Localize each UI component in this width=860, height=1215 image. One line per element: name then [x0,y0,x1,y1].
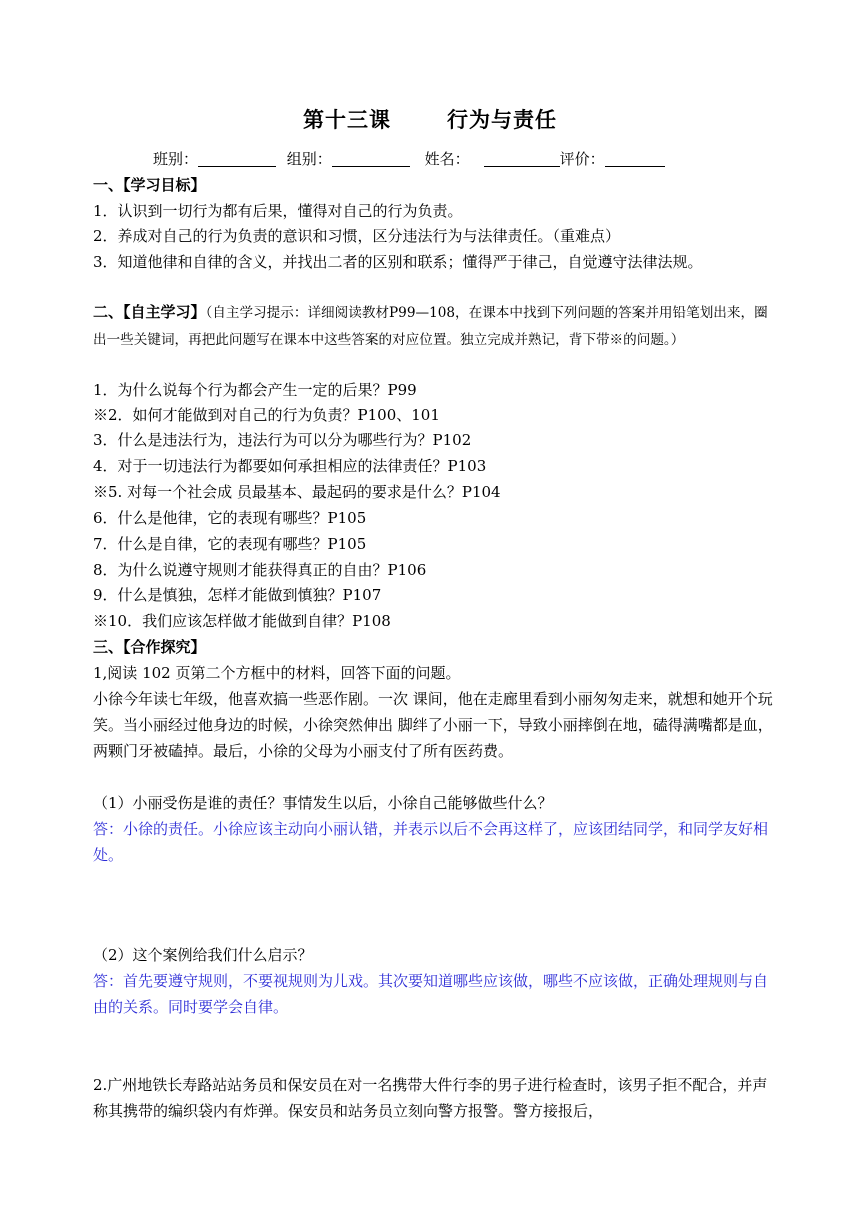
question-item: ※2．如何才能做到对自己的行为负责？P100、101 [93,406,440,424]
lesson-number: 第十三课 [303,107,391,132]
question-item: 8．为什么说遵守规则才能获得真正的自由？P106 [93,561,427,579]
question-item: 3．什么是违法行为，违法行为可以分为哪些行为？P102 [93,431,472,449]
lesson-topic: 行为与责任 [447,107,557,132]
section2-heading: 二、【自主学习】 [93,303,206,321]
question-item: ※5. 对每一个社会成 员最基本、最起码的要求是什么？P104 [93,483,501,501]
objective-item: 3．知道他律和自律的含义，并找出二者的区别和联系；懂得严于律己，自觉遵守法律法规。 [93,253,703,271]
class-field[interactable] [198,150,276,167]
student-info-row [153,148,665,169]
question1: （1）小丽受伤是谁的责任？事情发生以后，小徐自己能够做些什么？ [93,794,553,812]
eval-label: 评价： [559,150,605,168]
question-item: 7．什么是自律，它的表现有哪些？P105 [93,535,367,553]
section1-heading: 一、【学习目标】 [93,176,206,194]
question-item: 9．什么是慎独，怎样才能做到慎独？P107 [93,586,382,604]
answer1: 答：小徐的责任。小徐应该主动向小丽认错，并表示以后不会再这样了，应该团结同学，和同学友好相处。 [93,820,769,864]
objective-item: 1．认识到一切行为都有后果，懂得对自己的行为负责。 [93,202,463,220]
section2-block [93,299,773,353]
question-item: 6．什么是他律，它的表现有哪些？P105 [93,509,367,527]
case1-story: 小徐今年读七年级，他喜欢搞一些恶作剧。一次 课间，他在走廊里看到小丽匆匆走来，就想和她开个玩笑。当小丽经过他身边的时候，小徐突然伸出 脚绊了小丽一下，导致小丽摔倒在地，磕得满嘴都是血，两颗门牙被磕掉。最后，小徐的父母为小丽支付了所有医药费。 [93,690,773,760]
class-label: 班别： [153,150,199,168]
question2: （2）这个案例给我们什么启示？ [93,946,313,964]
page-title [0,104,860,134]
group-label: 组别： [286,150,332,168]
case2-text: 2.广州地铁长寿路站站务员和保安员在对一名携带大件行李的男子进行检查时，该男子拒不配合，并声称其携带的编织袋内有炸弹。保安员和站务员立刻向警方报警。警方接报后， [93,1076,768,1120]
section2-hint: （自主学习提示：详细阅读教材P99—108，在课本中找到下列问题的答案并用铅笔划出来，圈出一些关键词，再把此问题写在课本中这些答案的对应位置。独立完成并熟记，背下带※的问题。） [93,305,768,348]
question-item: ※10．我们应该怎样做才能做到自律？P108 [93,612,391,630]
name-label: 姓名： [424,150,470,168]
question-item: 4．对于一切违法行为都要如何承担相应的法律责任？P103 [93,457,487,475]
eval-field[interactable] [605,150,665,167]
section3-heading: 三、【合作探究】 [93,638,206,656]
answer2: 答：首先要遵守规则，不要视规则为儿戏。其次要知道哪些应该做，哪些不应该做，正确处理规则与自由的关系。同时要学会自律。 [93,972,769,1016]
objective-item: 2．养成对自己的行为负责的意识和习惯，区分违法行为与法律责任。（重难点） [93,227,621,245]
case1-intro: 1,阅读 102 页第二个方框中的材料，回答下面的问题。 [93,664,461,682]
group-field[interactable] [332,150,410,167]
name-field[interactable] [484,150,560,167]
question-item: 1．为什么说每个行为都会产生一定的后果？P99 [93,381,417,399]
